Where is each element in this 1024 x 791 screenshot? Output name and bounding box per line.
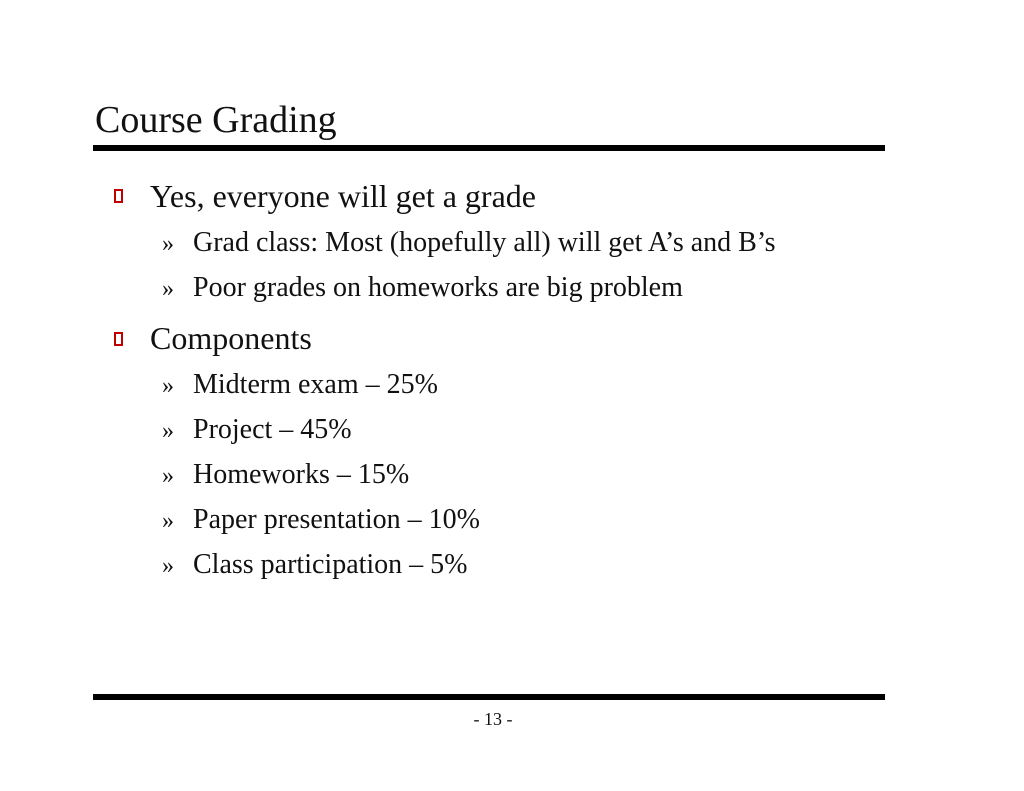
- sub-bullet-text: Paper presentation – 10%: [193, 504, 480, 535]
- sub-bullet-marker: »: [162, 276, 174, 302]
- bullet-square-icon: [114, 189, 123, 203]
- slide-title: Course Grading: [95, 99, 337, 141]
- sub-bullet-marker: »: [162, 463, 174, 489]
- sub-bullet-marker: »: [162, 231, 174, 257]
- sub-bullet-text: Project – 45%: [193, 414, 352, 445]
- sub-bullet-text: Grad class: Most (hopefully all) will get A’s and B’s: [193, 227, 776, 258]
- bullet-text: Yes, everyone will get a grade: [150, 178, 536, 214]
- sub-bullet-marker: »: [162, 418, 174, 444]
- page-number: - 13 -: [473, 709, 513, 729]
- title-underline: [93, 145, 885, 151]
- footer-rule: [93, 694, 885, 700]
- sub-bullet-marker: »: [162, 373, 174, 399]
- bullet-text: Components: [150, 320, 312, 356]
- bullet-square-icon: [114, 332, 123, 346]
- sub-bullet-marker: »: [162, 553, 174, 579]
- sub-bullet-text: Poor grades on homeworks are big problem: [193, 272, 683, 303]
- sub-bullet-text: Class participation – 5%: [193, 549, 468, 580]
- sub-bullet-text: Homeworks – 15%: [193, 459, 410, 490]
- sub-bullet-marker: »: [162, 508, 174, 534]
- sub-bullet-text: Midterm exam – 25%: [193, 369, 438, 400]
